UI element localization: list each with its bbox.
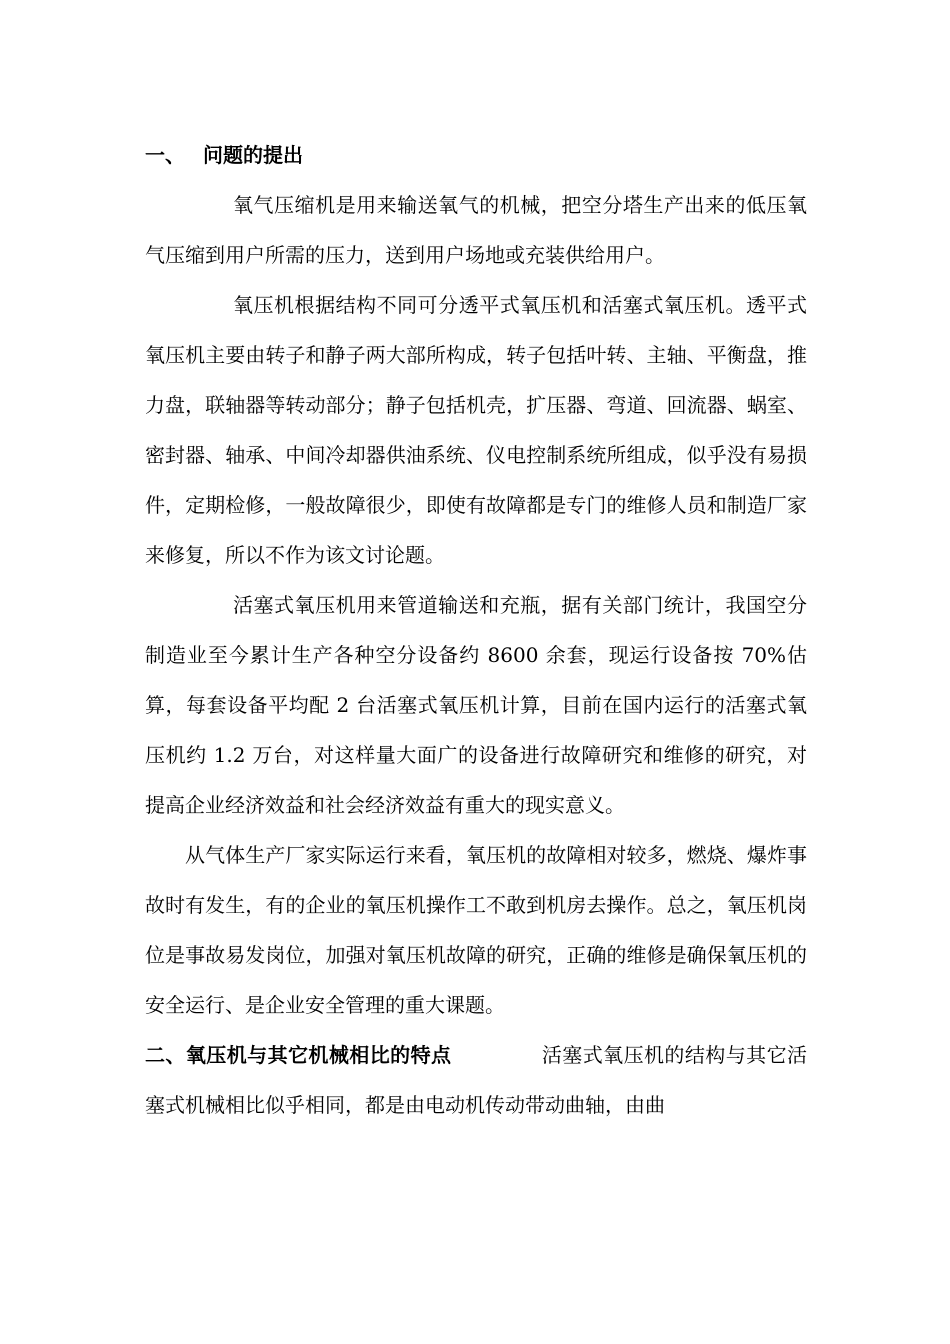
section-2-heading: 二、氧压机与其它机械相比的特点 — [145, 1043, 452, 1067]
document-body — [145, 130, 807, 1130]
paragraph-1: 氧气压缩机是用来输送氧气的机械，把空分塔生产出来的低压氧气压缩到用户所需的压力，送到用户场地或充装供给用户。 — [145, 193, 807, 267]
paragraph-3: 活塞式氧压机用来管道输送和充瓶，据有关部门统计，我国空分制造业至今累计生产各种空分设备约 8600 余套，现运行设备按 70%估算，每套设备平均配 2 台活塞式氧压机计算，目前在国内运行的活塞式氧压机约 1.2 万台，对这样量大面广的设备进行故障研究和维修的研究，对提高企业经济效益和社会经济效益有重大的现实意义。 — [145, 593, 807, 817]
paragraph-4: 从气体生产厂家实际运行来看，氧压机的故障相对较多，燃烧、爆炸事故时有发生，有的企业的氧压机操作工不敢到机房去操作。总之，氧压机岗位是事故易发岗位，加强对氧压机故障的研究，正确的维修是确保氧压机的安全运行、是企业安全管理的重大课题。 — [145, 843, 807, 1017]
paragraph-2: 氧压机根据结构不同可分透平式氧压机和活塞式氧压机。透平式氧压机主要由转子和静子两大部所构成，转子包括叶转、主轴、平衡盘，推力盘，联轴器等转动部分；静子包括机壳，扩压器、弯道、回流器、蜗室、密封器、轴承、中间冷却器供油系统、仪电控制系统所组成，似乎没有易损件，定期检修，一般故障很少，即使有故障都是专门的维修人员和制造厂家来修复，所以不作为该文讨论题。 — [145, 293, 807, 567]
section-2-paragraph — [145, 1030, 807, 1130]
section-1-heading — [145, 130, 807, 180]
section-2-text: 活塞式氧压机的结构与其它活塞式机械相比似乎相同，都是由电动机传动带动曲轴，由曲 — [145, 1043, 808, 1117]
section-1-title: 问题的提出 — [203, 143, 303, 167]
section-1-number: 一、 — [145, 143, 185, 167]
